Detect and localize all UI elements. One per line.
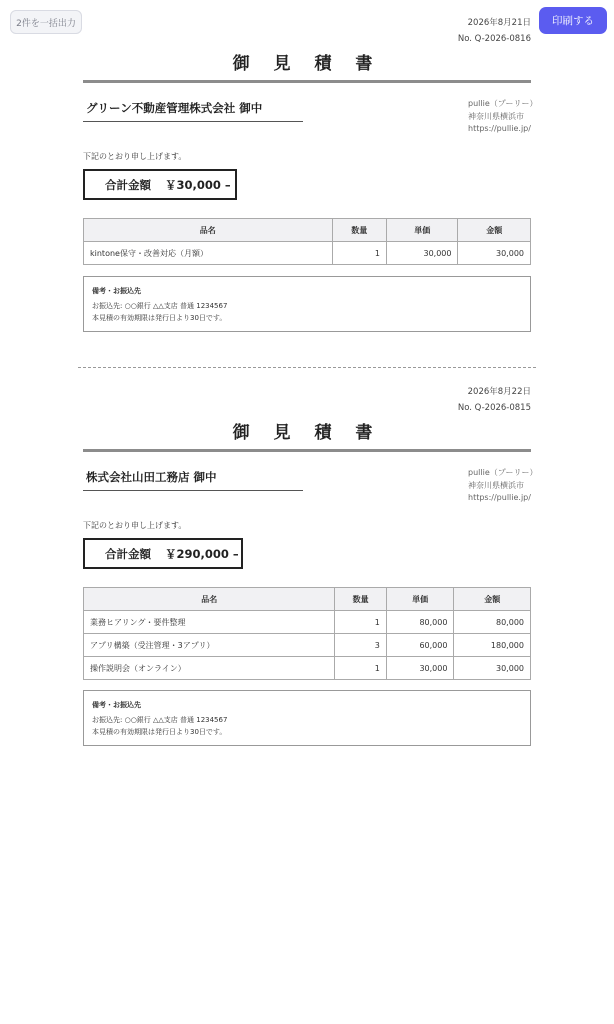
header-amount: 金額 — [454, 588, 531, 611]
header-qty: 数量 — [332, 219, 386, 242]
header-item: 品名 — [84, 219, 333, 242]
title-rule — [83, 80, 531, 83]
issuer-name: pullie（プーリー） — [468, 99, 538, 108]
items-table — [83, 587, 531, 680]
cell-unit-price: 80,000 — [386, 611, 454, 634]
notes-title: 備考・お振込先 — [92, 287, 141, 295]
header-qty: 数量 — [335, 588, 386, 611]
cell-unit-price: 30,000 — [387, 242, 458, 265]
total-label: 合計金額 — [105, 177, 151, 192]
customer-name: グリーン不動産管理株式会社 御中 — [83, 100, 303, 122]
intro-text: 下記のとおり申し上げます。 — [83, 152, 187, 161]
notes-box — [83, 276, 531, 332]
cell-qty: 1 — [335, 657, 386, 680]
issuer-name: pullie（プーリー） — [468, 468, 538, 477]
cell-amount: 30,000 — [458, 242, 531, 265]
issuer-address: 神奈川県横浜市 — [468, 480, 524, 490]
notes-bank-line: お振込先: ○○銀行 △△支店 普通 1234567 — [92, 301, 228, 310]
total-amount: ￥290,000 – — [165, 546, 239, 561]
cell-amount: 80,000 — [454, 611, 531, 634]
total-label: 合計金額 — [105, 546, 151, 561]
header-amount: 金額 — [458, 219, 531, 242]
table-header-row — [84, 219, 531, 242]
table-row — [84, 657, 531, 680]
cell-unit-price: 60,000 — [386, 634, 454, 657]
batch-output-label: 2件を一括出力 — [10, 10, 82, 34]
issuer-block — [468, 98, 538, 136]
table-header-row — [84, 588, 531, 611]
header-unit-price: 単価 — [386, 588, 454, 611]
page-separator — [78, 367, 536, 368]
issuer-address: 神奈川県横浜市 — [468, 111, 524, 121]
customer-name: 株式会社山田工務店 御中 — [83, 469, 303, 491]
cell-qty: 3 — [335, 634, 386, 657]
header-unit-price: 単価 — [387, 219, 458, 242]
notes-validity-line: 本見積の有効期限は発行日より30日です。 — [92, 728, 227, 736]
notes-title: 備考・お振込先 — [92, 701, 141, 709]
print-button[interactable]: 印刷する — [539, 7, 607, 34]
cell-item: 操作説明会（オンライン） — [84, 657, 335, 680]
cell-amount: 180,000 — [454, 634, 531, 657]
cell-item: kintone保守・改善対応（月額） — [84, 242, 333, 265]
notes-validity-line: 本見積の有効期限は発行日より30日です。 — [92, 314, 227, 322]
cell-item: 業務ヒアリング・要件整理 — [84, 611, 335, 634]
issuer-url: https://pullie.jp/ — [468, 124, 531, 133]
intro-text: 下記のとおり申し上げます。 — [83, 521, 187, 530]
quote-number: No. Q-2026-0816 — [457, 34, 531, 44]
cell-amount: 30,000 — [454, 657, 531, 680]
title-rule — [83, 449, 531, 452]
total-amount: ￥30,000 – — [165, 177, 231, 192]
table-row — [84, 634, 531, 657]
issue-date: 2026年8月21日 — [467, 18, 531, 28]
issuer-url: https://pullie.jp/ — [468, 493, 531, 502]
notes-bank-line: お振込先: ○○銀行 △△支店 普通 1234567 — [92, 715, 228, 724]
quote-number: No. Q-2026-0815 — [457, 403, 531, 413]
table-row — [84, 611, 531, 634]
notes-box — [83, 690, 531, 746]
cell-qty: 1 — [335, 611, 386, 634]
quote-meta — [458, 15, 531, 47]
document-title: 御 見 積 書 — [232, 54, 382, 74]
issue-date: 2026年8月22日 — [467, 387, 531, 397]
issuer-block — [468, 467, 538, 505]
total-amount-box — [83, 169, 237, 200]
cell-item: アプリ構築（受注管理・3アプリ） — [84, 634, 335, 657]
cell-unit-price: 30,000 — [386, 657, 454, 680]
quote-meta — [458, 384, 531, 416]
cell-qty: 1 — [332, 242, 386, 265]
header-item: 品名 — [84, 588, 335, 611]
items-table — [83, 218, 531, 265]
table-row — [84, 242, 531, 265]
document-title: 御 見 積 書 — [232, 423, 382, 443]
total-amount-box — [83, 538, 243, 569]
